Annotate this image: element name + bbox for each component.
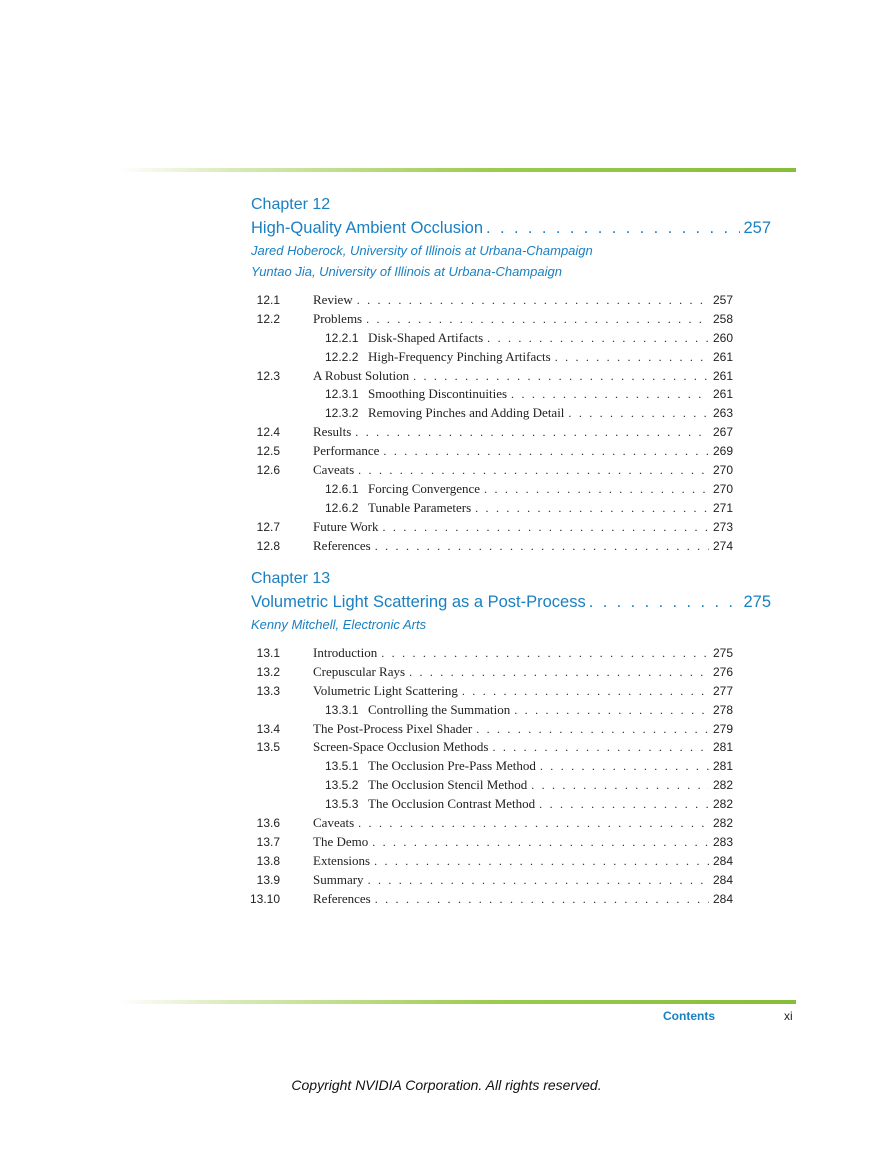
dot-leader (462, 682, 709, 701)
toc-entry-line (313, 367, 733, 386)
section-page-number: 261 (712, 349, 733, 364)
section-title: Forcing Convergence (368, 480, 481, 496)
dot-leader (589, 590, 741, 614)
section-number: 12.4 (256, 425, 280, 440)
toc-entry-line (313, 852, 733, 871)
section-number: 13.5.3 (325, 797, 359, 812)
dot-leader (540, 757, 709, 776)
section-page-number: 257 (712, 293, 733, 307)
dot-leader (531, 776, 709, 795)
section-number: 12.3.1 (325, 387, 359, 402)
section-page-number: 283 (712, 834, 733, 849)
toc-entry-line (368, 329, 733, 348)
chapter-author: Jared Hoberock, University of Illinois at Urbana-Champaign (251, 243, 593, 258)
toc-entry-line (368, 480, 733, 499)
toc-entry[interactable] (251, 367, 771, 386)
toc-entry-line (368, 348, 733, 367)
section-page-number: 284 (712, 853, 733, 868)
toc-entry[interactable] (251, 701, 771, 720)
bottom-rule (118, 1000, 796, 1004)
top-rule (118, 168, 796, 172)
section-title: The Occlusion Pre-Pass Method (368, 758, 536, 774)
section-title: References (313, 537, 371, 553)
dot-leader (555, 348, 709, 367)
section-page-number: 261 (712, 368, 733, 383)
toc-entry[interactable] (251, 291, 771, 310)
toc-entry-line (368, 385, 733, 404)
toc-entry-line (313, 871, 733, 890)
section-number: 13.7 (256, 834, 280, 849)
section-number: 12.8 (256, 538, 280, 553)
section-title: Caveats (313, 462, 355, 478)
chapter-page-number: 275 (743, 593, 771, 611)
toc-entry-line (368, 404, 733, 423)
toc-entry-line (368, 499, 733, 518)
toc-entry[interactable] (251, 720, 771, 739)
section-title: Controlling the Summation (368, 701, 511, 717)
chapter-title-line[interactable] (251, 590, 771, 614)
dot-leader (358, 461, 709, 480)
toc-entry-line (368, 795, 733, 814)
section-page-number: 282 (712, 816, 733, 831)
section-title: High-Frequency Pinching Artifacts (368, 348, 551, 364)
toc-entry-line (368, 776, 733, 795)
toc-entry[interactable] (251, 329, 771, 348)
section-number: 13.10 (249, 891, 280, 906)
toc-entry[interactable] (251, 499, 771, 518)
dot-leader (568, 404, 709, 423)
section-title: Summary (313, 871, 364, 887)
dot-leader (383, 442, 709, 461)
section-page-number: 271 (712, 500, 733, 515)
toc-entry-line (313, 644, 733, 663)
section-number: 13.5.2 (325, 778, 359, 793)
toc-entry[interactable] (251, 644, 771, 663)
dot-leader (486, 216, 740, 240)
section-number: 13.1 (256, 646, 280, 660)
section-number: 12.7 (256, 519, 280, 534)
toc-entry[interactable] (251, 537, 771, 556)
section-title: References (313, 890, 371, 906)
toc-entry[interactable] (251, 348, 771, 367)
chapter-label: Chapter 13 (251, 570, 331, 587)
dot-leader (375, 537, 709, 556)
toc-entry[interactable] (251, 404, 771, 423)
section-number: 13.5 (256, 740, 280, 755)
toc-entry-line (368, 757, 733, 776)
section-page-number: 263 (712, 406, 733, 421)
section-page-number: 261 (712, 387, 733, 402)
section-page-number: 260 (712, 330, 733, 345)
toc-entry-line (313, 423, 733, 442)
section-number: 13.5.1 (325, 759, 359, 774)
toc-entry[interactable] (251, 795, 771, 814)
toc-entry[interactable] (251, 776, 771, 795)
section-title: The Occlusion Stencil Method (368, 777, 528, 793)
section-page-number: 269 (712, 444, 733, 459)
toc-entry-line (313, 738, 733, 757)
dot-leader (368, 871, 709, 890)
dot-leader (514, 701, 709, 720)
toc-entry-line (313, 310, 733, 329)
section-number: 13.8 (256, 853, 280, 868)
chapter-13-section (251, 568, 771, 908)
section-list (251, 291, 771, 555)
running-footer-label: Contents (663, 1009, 715, 1023)
section-number: 13.6 (256, 816, 280, 831)
chapter-12-section (251, 194, 771, 555)
section-page-number: 282 (712, 797, 733, 812)
section-title: Disk-Shaped Artifacts (368, 329, 484, 345)
section-number: 12.1 (256, 293, 280, 307)
dot-leader (381, 644, 709, 663)
dot-leader (383, 518, 709, 537)
toc-entry[interactable] (251, 682, 771, 701)
toc-entry[interactable] (251, 890, 771, 909)
section-title: Smoothing Discontinuities (368, 386, 508, 402)
toc-entry-line (313, 814, 733, 833)
chapter-title: High-Quality Ambient Occlusion (251, 219, 484, 237)
section-title: Introduction (313, 645, 378, 660)
section-title: Removing Pinches and Adding Detail (368, 405, 565, 421)
section-number: 12.6 (256, 463, 280, 478)
section-page-number: 279 (712, 721, 733, 736)
section-title: Crepuscular Rays (313, 663, 406, 679)
section-page-number: 282 (712, 778, 733, 793)
dot-leader (374, 852, 709, 871)
running-footer-page-number: xi (784, 1009, 793, 1023)
section-number: 13.9 (256, 872, 280, 887)
dot-leader (492, 738, 709, 757)
toc-entry-line (313, 291, 733, 310)
dot-leader (475, 499, 709, 518)
toc-entry[interactable] (251, 814, 771, 833)
toc-entry-line (313, 833, 733, 852)
section-page-number: 274 (712, 538, 733, 553)
section-page-number: 276 (712, 664, 733, 679)
section-title: Problems (313, 310, 363, 326)
dot-leader (355, 423, 709, 442)
section-page-number: 275 (712, 646, 733, 660)
toc-entry-line (313, 518, 733, 537)
section-title: The Occlusion Contrast Method (368, 796, 536, 812)
chapter-page-number: 257 (743, 219, 771, 237)
toc-entry[interactable] (251, 518, 771, 537)
toc-entry-line (313, 461, 733, 480)
toc-entry[interactable] (251, 423, 771, 442)
section-title: The Post-Process Pixel Shader (313, 720, 473, 736)
section-page-number: 258 (712, 311, 733, 326)
chapter-title: Volumetric Light Scattering as a Post-Process (251, 593, 586, 611)
section-list (251, 644, 771, 908)
dot-leader (372, 833, 709, 852)
dot-leader (409, 663, 709, 682)
dot-leader (511, 385, 709, 404)
section-number: 12.2 (256, 311, 280, 326)
section-number: 12.2.1 (325, 330, 359, 345)
section-page-number: 277 (712, 683, 733, 698)
section-title: Performance (313, 443, 380, 459)
section-page-number: 281 (712, 759, 733, 774)
dot-leader (375, 890, 709, 909)
section-title: Screen-Space Occlusion Methods (313, 739, 489, 755)
section-page-number: 270 (712, 463, 733, 478)
dot-leader (413, 367, 709, 386)
toc-entry-line (313, 537, 733, 556)
section-page-number: 273 (712, 519, 733, 534)
section-page-number: 284 (712, 891, 733, 906)
copyright-notice: Copyright NVIDIA Corporation. All rights reserved. (291, 1077, 602, 1093)
chapter-title-line[interactable] (251, 216, 771, 240)
toc-entry-line (313, 442, 733, 461)
toc-entry[interactable] (251, 738, 771, 757)
section-number: 12.3.2 (325, 406, 359, 421)
section-title: Caveats (313, 815, 355, 831)
toc-entry[interactable] (251, 757, 771, 776)
section-number: 12.6.2 (325, 500, 359, 515)
toc-entry[interactable] (251, 833, 771, 852)
section-page-number: 278 (712, 702, 733, 717)
toc-entry-line (368, 701, 733, 720)
dot-leader (484, 480, 709, 499)
section-number: 12.6.1 (325, 481, 359, 496)
toc-entry[interactable] (251, 480, 771, 499)
chapter-author: Yuntao Jia, University of Illinois at Urbana-Champaign (251, 264, 562, 279)
dot-leader (487, 329, 709, 348)
dot-leader (366, 310, 709, 329)
toc-entry[interactable] (251, 663, 771, 682)
dot-leader (358, 814, 709, 833)
chapter-author: Kenny Mitchell, Electronic Arts (251, 617, 427, 632)
toc-entry[interactable] (251, 461, 771, 480)
section-title: Results (313, 424, 352, 440)
toc-entry[interactable] (251, 310, 771, 329)
chapter-label: Chapter 12 (251, 196, 331, 213)
section-page-number: 281 (712, 740, 733, 755)
toc-entry-line (313, 720, 733, 739)
section-title: Volumetric Light Scattering (313, 682, 458, 698)
dot-leader (357, 291, 709, 310)
dot-leader (539, 795, 709, 814)
section-number: 12.3 (256, 368, 280, 383)
section-number: 13.3 (256, 683, 280, 698)
toc-entry[interactable] (251, 442, 771, 461)
section-title: The Demo (313, 833, 369, 849)
section-number: 13.2 (256, 664, 280, 679)
section-title: Future Work (313, 518, 379, 534)
toc-entry-line (313, 663, 733, 682)
toc-entry[interactable] (251, 871, 771, 890)
toc-entry[interactable] (251, 852, 771, 871)
section-page-number: 284 (712, 872, 733, 887)
section-title: Review (313, 292, 353, 307)
toc-entry-line (313, 890, 733, 909)
section-title: A Robust Solution (313, 367, 410, 383)
toc-entry-line (313, 682, 733, 701)
toc-entry[interactable] (251, 385, 771, 404)
section-title: Tunable Parameters (368, 499, 472, 515)
section-page-number: 270 (712, 481, 733, 496)
section-title: Extensions (313, 852, 371, 868)
section-page-number: 267 (712, 425, 733, 440)
dot-leader (476, 720, 709, 739)
section-number: 13.3.1 (325, 702, 359, 717)
section-number: 12.2.2 (325, 349, 359, 364)
section-number: 13.4 (256, 721, 280, 736)
section-number: 12.5 (256, 444, 280, 459)
